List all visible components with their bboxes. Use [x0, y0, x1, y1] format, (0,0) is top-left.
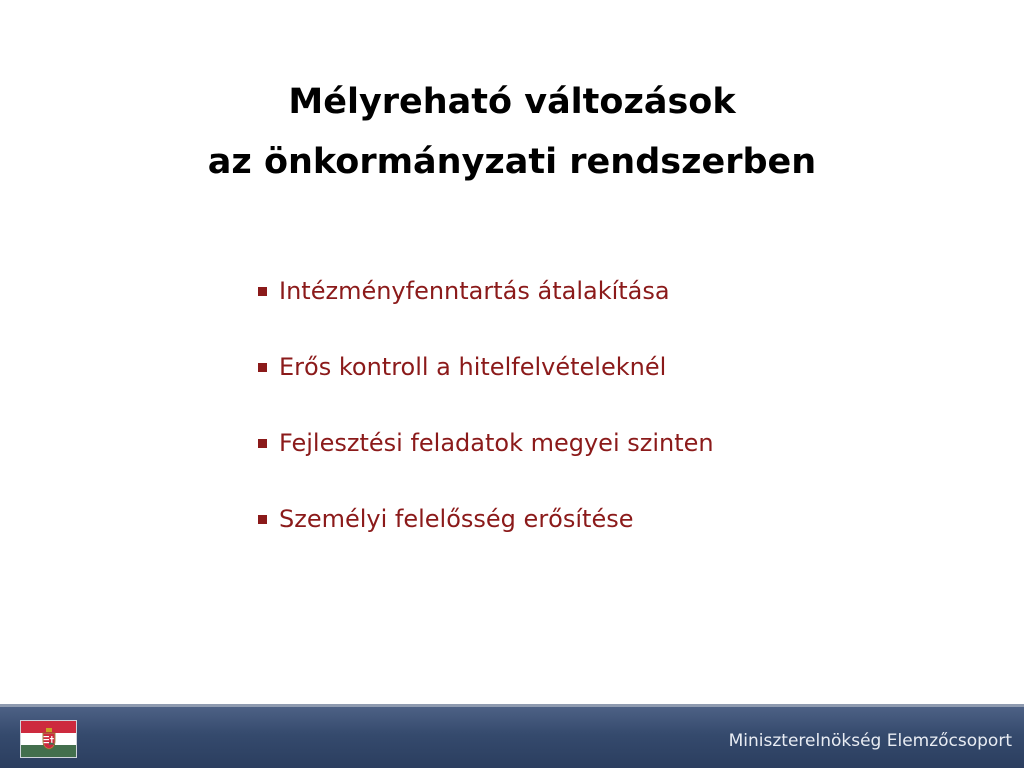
square-bullet-icon [258, 515, 267, 524]
bullet-item [258, 344, 714, 390]
title-line-1: Mélyreható változások [288, 82, 736, 122]
bullet-list [258, 268, 714, 572]
bullet-text: Erős kontroll a hitelfelvételeknél [279, 353, 667, 381]
coat-of-arms-icon [42, 728, 56, 750]
title-line-2: az önkormányzati rendszerben [207, 142, 817, 182]
bullet-item [258, 420, 714, 466]
bullet-item [258, 268, 714, 314]
footer-bar [0, 704, 1024, 768]
square-bullet-icon [258, 363, 267, 372]
bullet-text: Intézményfenntartás átalakítása [279, 277, 670, 305]
slide-title [0, 72, 1024, 192]
bullet-item [258, 496, 714, 542]
organization-name: Miniszterelnökség Elemzőcsoport [728, 731, 1012, 751]
square-bullet-icon [258, 439, 267, 448]
bullet-text: Személyi felelősség erősítése [279, 505, 634, 533]
bullet-text: Fejlesztési feladatok megyei szinten [279, 429, 714, 457]
hungarian-flag-icon [20, 720, 77, 758]
square-bullet-icon [258, 287, 267, 296]
